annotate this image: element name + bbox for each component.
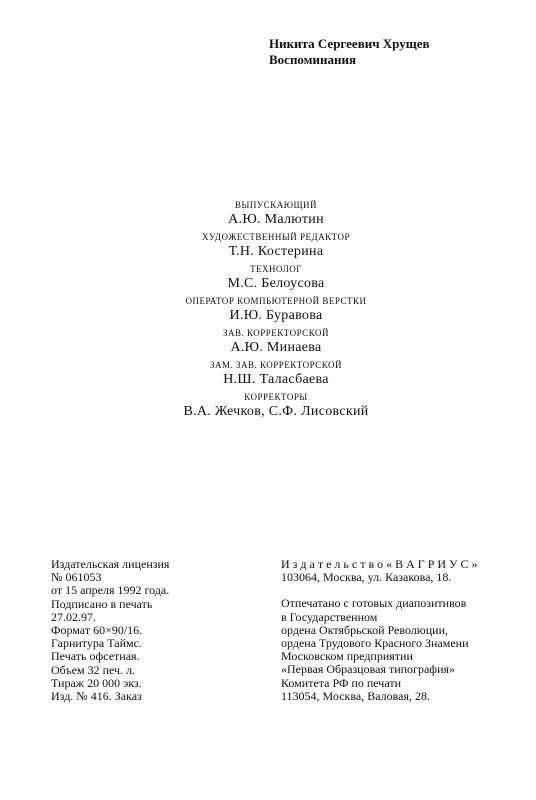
credit-person: И.Ю. Буравова (229, 308, 323, 323)
credit-proofreaders (0, 392, 536, 424)
credit-person: А.Ю. Минаева (230, 340, 322, 355)
imprint-line: Печать офсетная. (51, 649, 140, 664)
imprint-line: Гарнитура Таймс. (51, 636, 142, 651)
credit-art-editor (0, 232, 536, 264)
credit-person: Н.Ш. Таласбаева (223, 372, 329, 387)
credit-deputy-head-proofreading (0, 360, 536, 392)
book-header (269, 36, 430, 68)
printer-line: Комитета РФ по печати (281, 675, 402, 690)
credit-person: В.А. Жечков, С.Ф. Лисовский (183, 404, 369, 419)
printer-line: ордена Октябрьской Революции, (281, 622, 448, 637)
imprint-line: Тираж 20 000 экз. (51, 675, 142, 690)
credit-role: ЗАВ. КОРРЕКТОРСКОЙ (222, 328, 330, 338)
imprint-line: Формат 60×90/16. (51, 623, 143, 638)
imprint-publisher-block (281, 558, 478, 703)
credit-role: ОПЕРАТОР КОМПЬЮТЕРНОЙ ВЕРСТКИ (185, 296, 367, 306)
book-title: Воспоминания (269, 52, 357, 67)
imprint-line: Изд. № 416. Заказ (51, 689, 142, 704)
credit-person: М.С. Белоусова (227, 276, 325, 291)
imprint-line: Подписано в печать (51, 596, 153, 611)
credit-head-proofreading (0, 328, 536, 360)
printer-line: «Первая Образцовая типография» (281, 662, 456, 677)
printer-line: 113054, Москва, Валовая, 28. (281, 688, 430, 703)
imprint-license-block (51, 558, 169, 703)
imprint-line: № 061053 (51, 570, 102, 585)
credit-person: Т.Н. Костерина (228, 244, 324, 259)
credit-role: ТЕХНОЛОГ (250, 264, 302, 274)
credit-publisher-manager (0, 200, 536, 232)
credit-role: КОРРЕКТОРЫ (244, 392, 308, 402)
credit-role: ЗАМ. ЗАВ. КОРРЕКТОРСКОЙ (209, 360, 343, 370)
imprint-line: Издательская лицензия (51, 557, 170, 571)
imprint-line: Объем 32 печ. л. (51, 662, 136, 677)
publisher-name: И з д а т е л ь с т в о « В А Г Р И У С » (281, 557, 478, 571)
credit-role: ВЫПУСКАЮЩИЙ (234, 200, 318, 210)
credit-role: ХУДОЖЕСТВЕННЫЙ РЕДАКТОР (201, 232, 351, 242)
printer-line: Отпечатано с готовых диапозитивов (281, 596, 467, 611)
imprint-line: от 15 апреля 1992 года. (51, 583, 170, 598)
author-name: Никита Сергеевич Хрущев (269, 36, 430, 51)
credit-technologist (0, 264, 536, 296)
credits-block (0, 200, 536, 424)
imprint-line: 27.02.97. (51, 609, 96, 624)
printer-line: в Государственном (281, 609, 378, 624)
printer-line: Московском предприятии (281, 649, 413, 664)
publisher-address: 103064, Москва, ул. Казакова, 18. (281, 570, 452, 585)
credit-person: А.Ю. Малютин (228, 212, 324, 227)
printer-line: ордена Трудового Красного Знамени (281, 636, 469, 651)
credit-layout-operator (0, 296, 536, 328)
